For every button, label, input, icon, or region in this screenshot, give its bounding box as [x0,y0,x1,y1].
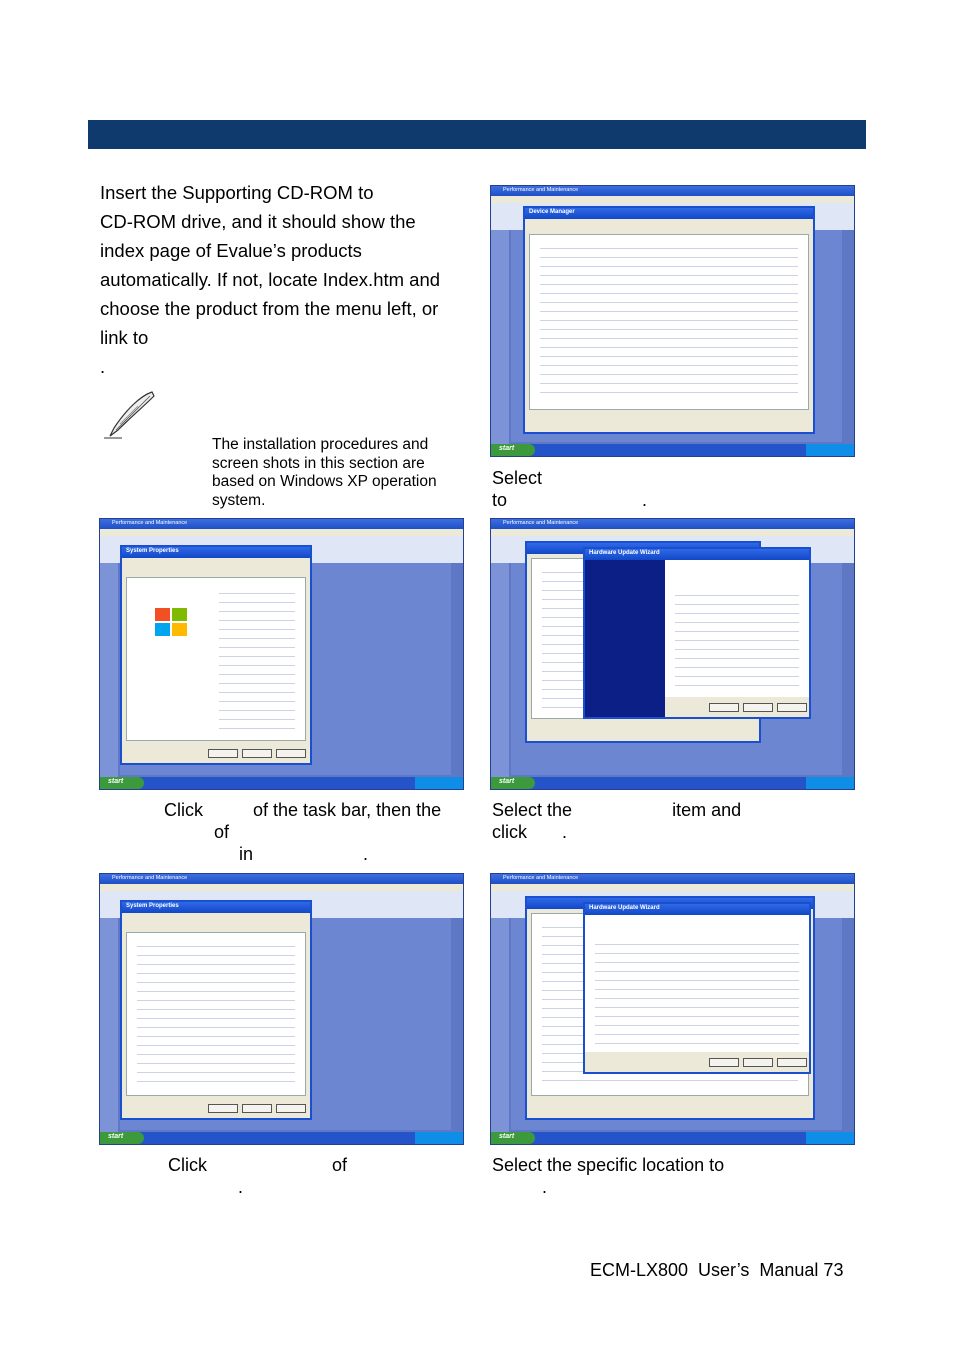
ok-button [208,749,238,758]
note-text: The installation procedures and screen shots in this section are based on Windows XP operation system. [212,436,437,509]
start-button: start [499,445,515,452]
cancel-button [242,1104,272,1113]
window-title: Performance and Maintenance [503,520,579,526]
window-title: Performance and Maintenance [503,187,579,193]
system-properties-dialog [120,900,312,1120]
window-title: Performance and Maintenance [503,875,579,881]
system-properties-dialog [120,545,312,765]
screenshot-system-properties-general [99,518,464,790]
apply-button [276,749,306,758]
next-button [743,703,773,712]
back-button [709,703,739,712]
screenshot-search-options [490,873,855,1145]
hardware-update-wizard-dialog [583,902,811,1074]
caption-1: Select to . [492,468,648,510]
hardware-update-wizard-dialog [583,547,811,719]
start-button: start [108,1133,124,1140]
caption-5: Select the specific location to . [492,1155,725,1197]
section-banner [88,120,866,149]
start-button: start [499,778,515,785]
screenshot-system-properties-hardware [99,873,464,1145]
page-footer: ECM-LX800 User’s Manual 73 [590,1260,844,1280]
start-button: start [108,778,124,785]
dialog-title: System Properties [126,548,179,554]
window-title: Performance and Maintenance [112,520,188,526]
back-button [709,1058,739,1067]
screenshot-hardware-update-wizard-welcome [490,518,855,790]
caption-3: Select the item and click . [492,800,742,842]
ok-button [208,1104,238,1113]
device-manager-dialog [523,206,815,434]
caption-2: Click of the task bar, then the of in . [164,800,442,864]
apply-button [276,1104,306,1113]
quill-pen-icon [100,388,160,442]
cancel-button [242,749,272,758]
intro-paragraph: Insert the Supporting CD-ROM to CD-ROM drive, and it should show the index page of Evalue’s products automatically. If not, locate Index.htm and choose the product from the menu left, or link to . [100,182,441,377]
dialog-title: System Properties [126,903,179,909]
dialog-title: Device Manager [529,209,575,215]
window-title: Performance and Maintenance [112,875,188,881]
cancel-button [777,703,807,712]
start-button: start [499,1133,515,1140]
cancel-button [777,1058,807,1067]
next-button [743,1058,773,1067]
dialog-title: Hardware Update Wizard [589,905,660,911]
screenshot-device-manager [490,185,855,457]
caption-4: Click of . [168,1155,348,1197]
dialog-title: Hardware Update Wizard [589,550,660,556]
windows-logo-icon [155,608,189,638]
